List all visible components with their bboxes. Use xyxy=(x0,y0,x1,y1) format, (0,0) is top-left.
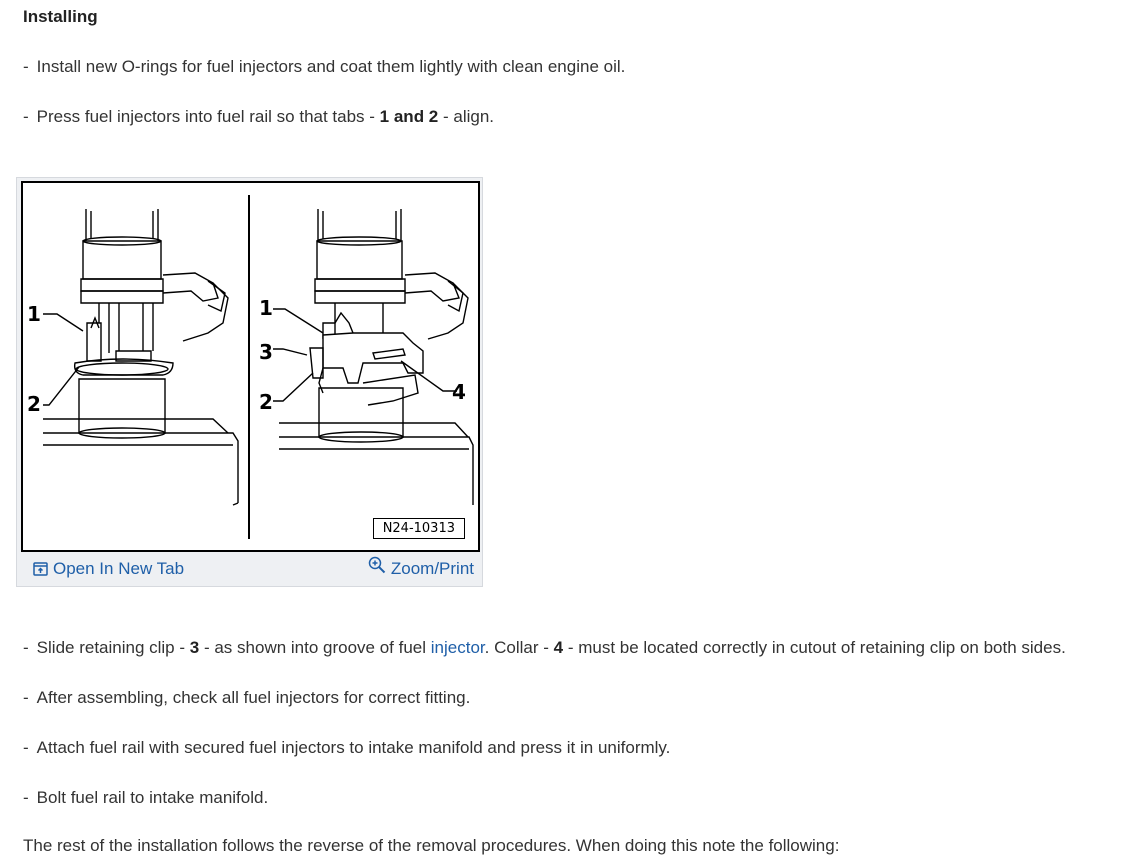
step-text-post: - align. xyxy=(443,107,495,126)
step-install-orings xyxy=(23,57,625,77)
figure-frame xyxy=(21,181,480,552)
open-in-new-tab-label: Open In New Tab xyxy=(53,559,185,578)
injector-figure xyxy=(16,177,483,587)
callout-right-3: 3 xyxy=(259,340,273,364)
callout-right-4: 4 xyxy=(452,380,466,404)
left-injector-drawing xyxy=(43,209,238,505)
zoom-in-icon xyxy=(368,556,386,574)
step-text: Attach fuel rail with secured fuel injectors to intake manifold and press it in uniformly. xyxy=(36,738,671,757)
step-dash: - xyxy=(23,57,29,76)
step-dash: - xyxy=(23,688,29,707)
step-dash: - xyxy=(23,107,29,126)
zoom-print-link[interactable] xyxy=(368,559,474,579)
injector-diagram xyxy=(23,183,478,550)
step-slide-clip xyxy=(23,638,1066,658)
step-bold-ref-4: 4 xyxy=(553,638,564,657)
step-attach-rail xyxy=(23,738,670,758)
callout-right-1: 1 xyxy=(259,296,273,320)
step-text-pre: Press fuel injectors into fuel rail so that tabs - xyxy=(36,107,375,126)
footer-note: The rest of the installation follows the reverse of the removal procedures. When doing this note the following: xyxy=(23,836,840,855)
callout-left-2: 2 xyxy=(27,392,41,416)
step-text-mid: - as shown into groove of fuel xyxy=(203,638,427,657)
step-check-fitting xyxy=(23,688,470,708)
step-bold-ref-3: 3 xyxy=(189,638,200,657)
step-text: Install new O-rings for fuel injectors and coat them lightly with clean engine oil. xyxy=(36,57,626,76)
step-dash: - xyxy=(23,638,29,657)
step-text: After assembling, check all fuel injectors for correct fitting. xyxy=(36,688,471,707)
step-dash: - xyxy=(23,788,29,807)
step-bold-ref: 1 and 2 xyxy=(379,107,439,126)
injector-link[interactable]: injector xyxy=(430,638,485,657)
step-press-injectors xyxy=(23,107,494,127)
section-heading: Installing xyxy=(23,7,98,26)
step-text: Bolt fuel rail to intake manifold. xyxy=(36,788,269,807)
right-injector-drawing xyxy=(273,209,473,505)
callout-left-1: 1 xyxy=(27,302,41,326)
step-text-mid2: . Collar - xyxy=(484,638,549,657)
open-in-new-tab-link[interactable] xyxy=(33,559,184,579)
zoom-print-label: Zoom/Print xyxy=(390,559,474,578)
open-new-tab-icon xyxy=(33,562,48,576)
figure-code-label: N24-10313 xyxy=(373,518,465,539)
step-text-post: - must be located correctly in cutout of retaining clip on both sides. xyxy=(567,638,1066,657)
step-text-pre: Slide retaining clip - xyxy=(36,638,186,657)
callout-right-2: 2 xyxy=(259,390,273,414)
step-dash: - xyxy=(23,738,29,757)
step-bolt-rail xyxy=(23,788,268,808)
